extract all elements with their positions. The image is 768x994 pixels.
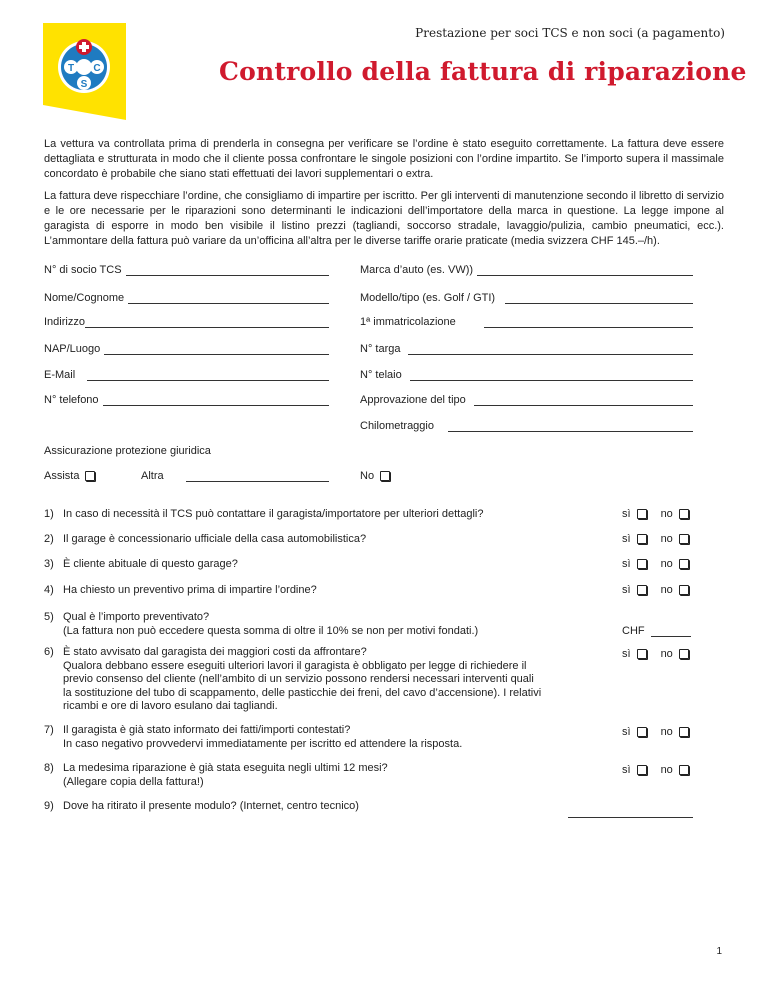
question-text: Qual è l’importo preventivato?: [63, 611, 210, 623]
question-text: Il garagista è già stato informato dei fatti/importi contestati?: [63, 724, 351, 736]
yes-label: sì: [622, 558, 631, 570]
answer-3[interactable]: [622, 558, 689, 570]
field-label: N° telefono: [44, 394, 99, 406]
question-text: È stato avvisato dal garagista dei maggiori costi da affrontare?: [63, 646, 367, 658]
no-label: no: [660, 533, 673, 545]
question-number: 4): [44, 584, 54, 596]
question-number: 3): [44, 558, 54, 570]
insurance-no[interactable]: [360, 470, 390, 482]
page-number: 1: [716, 946, 722, 957]
altra-input-line[interactable]: [186, 481, 329, 482]
input-line[interactable]: [104, 343, 329, 355]
insurance-heading: Assicurazione protezione giuridica: [44, 445, 211, 457]
assista-label: Assista: [44, 470, 80, 482]
plate-field[interactable]: [360, 343, 693, 355]
question-7: [44, 724, 543, 751]
no-label: no: [660, 584, 673, 596]
no-label: no: [660, 648, 673, 660]
yes-checkbox[interactable]: [637, 585, 647, 595]
address-field[interactable]: [44, 316, 329, 328]
insurance-altra[interactable]: [141, 470, 164, 482]
input-line[interactable]: [477, 264, 693, 276]
no-checkbox[interactable]: [679, 585, 689, 595]
yes-checkbox[interactable]: [637, 534, 647, 544]
mileage-field[interactable]: [360, 420, 693, 432]
svg-text:S: S: [80, 79, 88, 90]
page-title: Controllo della fattura di riparazione: [219, 57, 747, 86]
postcode-city-field[interactable]: [44, 343, 329, 355]
question-8: [44, 762, 543, 789]
question-number: 6): [44, 646, 54, 658]
no-label: no: [660, 508, 673, 520]
yes-checkbox[interactable]: [637, 559, 647, 569]
answer-5-amount[interactable]: [622, 625, 691, 637]
field-label: Nome/Cognome: [44, 292, 125, 304]
question-6: [44, 646, 543, 714]
input-line[interactable]: [484, 316, 693, 328]
answer-7[interactable]: [622, 726, 689, 738]
yes-checkbox[interactable]: [637, 765, 647, 775]
registration-date-field[interactable]: [360, 316, 693, 328]
answer-2[interactable]: [622, 533, 689, 545]
car-brand-field[interactable]: [360, 264, 693, 276]
question-text: La medesima riparazione è già stata eseguita negli ultimi 12 mesi?: [63, 762, 388, 774]
question-1: [44, 508, 543, 522]
input-line[interactable]: [448, 420, 693, 432]
input-line[interactable]: [87, 369, 329, 381]
question-number: 9): [44, 800, 54, 812]
yes-label: sì: [622, 508, 631, 520]
question-5: [44, 611, 543, 638]
question-9: [44, 800, 543, 814]
intro-paragraph-1: La vettura va controllata prima di prenderla in consegna per verificare se l’ordine è stato eseguito correttamente. La fattura deve essere dettagliata e strutturata in modo che il cliente possa confrontare le singole posizioni con l’ordine impartito. Se l’importo supera il massimale concordato è probabile che siano stati effettuati dei lavori supplementari o extra.: [44, 138, 724, 180]
question-2: [44, 533, 543, 547]
no-label: no: [660, 726, 673, 738]
field-label: N° targa: [360, 343, 401, 355]
question-4: [44, 584, 543, 598]
input-line[interactable]: [474, 394, 693, 406]
input-line[interactable]: [85, 316, 329, 328]
answer-1[interactable]: [622, 508, 689, 520]
service-note: Prestazione per soci TCS e non soci (a pagamento): [415, 26, 725, 40]
type-approval-field[interactable]: [360, 394, 693, 406]
question-text: Il garage è concessionario ufficiale della casa automobilistica?: [63, 533, 367, 545]
field-label: Modello/tipo (es. Golf / GTI): [360, 292, 496, 304]
input-line[interactable]: [126, 264, 329, 276]
member-number-field[interactable]: [44, 264, 329, 276]
field-label: Approvazione del tipo: [360, 394, 466, 406]
svg-text:C: C: [93, 63, 101, 74]
answer-8[interactable]: [622, 764, 689, 776]
no-checkbox[interactable]: [679, 559, 689, 569]
field-label: Indirizzo: [44, 316, 85, 328]
question-number: 5): [44, 611, 54, 623]
tcs-logo: [43, 23, 126, 120]
svg-text:T: T: [67, 63, 75, 74]
input-line[interactable]: [103, 394, 329, 406]
input-line[interactable]: [408, 343, 693, 355]
field-label: Marca d’auto (es. VW)): [360, 264, 474, 276]
no-checkbox[interactable]: [679, 649, 689, 659]
question-number: 7): [44, 724, 54, 736]
question-text: Ha chiesto un preventivo prima di impartire l’ordine?: [63, 584, 317, 596]
question-number: 8): [44, 762, 54, 774]
no-checkbox[interactable]: [679, 727, 689, 737]
input-line[interactable]: [128, 292, 329, 304]
yes-label: sì: [622, 533, 631, 545]
chf-label: CHF: [622, 625, 645, 637]
email-field[interactable]: [44, 369, 329, 381]
field-label: N° telaio: [360, 369, 402, 381]
answer-4[interactable]: [622, 584, 689, 596]
answer-6[interactable]: [622, 648, 689, 660]
yes-checkbox[interactable]: [637, 649, 647, 659]
answer-9-input-line[interactable]: [568, 817, 693, 818]
question-subtext: (Allegare copia della fattura!): [63, 775, 204, 788]
yes-label: sì: [622, 764, 631, 776]
no-label: no: [660, 558, 673, 570]
no-checkbox[interactable]: [380, 471, 390, 481]
question-subtext: (La fattura non può eccedere questa somma di oltre il 10% se non per motivi fondati.): [63, 624, 479, 637]
amount-input-line[interactable]: [651, 626, 691, 637]
phone-field[interactable]: [44, 394, 329, 406]
no-checkbox[interactable]: [679, 509, 689, 519]
input-line[interactable]: [505, 292, 693, 304]
question-subtext: Qualora debbano essere eseguiti ulteriori lavori il garagista è obbligato per legge di richiedere il previo consenso del cliente (nell’ambito di un servizio possono rendersi necessari interventi quali la sostituzione del tubo di scappamento, delle pasticchie dei freni, del cavo d’accensione). I relativi ricambi e ore di lavoro esulano dai tagliandi.: [63, 659, 542, 712]
question-3: [44, 558, 543, 572]
intro-paragraph-2: La fattura deve rispecchiare l’ordine, che consigliamo di impartire per iscritto. Per gli interventi di manutenzione secondo il libretto di servizio e le ore necessarie per le riparazioni sono determinanti le indicazioni dell’importatore della marca in questione. La legge impone al garagista di esporre in modo ben visibile il listino prezzi (tagliandi, soccorso stradale, lavaggio/pulizia, cambio pneumatici, ecc.). L’ammontare della fattura può variare da un’officina all’altra per le diverse tariffe orarie praticate (media svizzera CHF 145.–/h).: [44, 190, 724, 247]
field-label: 1ª immatricolazione: [360, 316, 456, 328]
question-text: È cliente abituale di questo garage?: [63, 558, 238, 570]
input-line[interactable]: [410, 369, 693, 381]
question-text: Dove ha ritirato il presente modulo? (Internet, centro tecnico): [63, 800, 359, 812]
field-label: Chilometraggio: [360, 420, 434, 432]
question-number: 2): [44, 533, 54, 545]
yes-label: sì: [622, 726, 631, 738]
field-label: E-Mail: [44, 369, 76, 381]
yes-checkbox[interactable]: [637, 509, 647, 519]
field-label: N° di socio TCS: [44, 264, 122, 276]
no-checkbox[interactable]: [679, 534, 689, 544]
field-label: NAP/Luogo: [44, 343, 101, 355]
yes-label: sì: [622, 584, 631, 596]
question-subtext: In caso negativo provvedervi immediatamente per iscritto ed attendere la risposta.: [63, 737, 463, 750]
yes-checkbox[interactable]: [637, 727, 647, 737]
assista-checkbox[interactable]: [85, 471, 95, 481]
question-number: 1): [44, 508, 54, 520]
altra-label: Altra: [141, 470, 164, 482]
insurance-assista[interactable]: [44, 470, 95, 482]
no-label: no: [660, 764, 673, 776]
question-text: In caso di necessità il TCS può contattare il garagista/importatore per ulteriori dettagli?: [63, 508, 484, 520]
chassis-field[interactable]: [360, 369, 693, 381]
model-field[interactable]: [360, 292, 693, 304]
no-checkbox[interactable]: [679, 765, 689, 775]
no-label: No: [360, 470, 375, 482]
name-field[interactable]: [44, 292, 329, 304]
yes-label: sì: [622, 648, 631, 660]
